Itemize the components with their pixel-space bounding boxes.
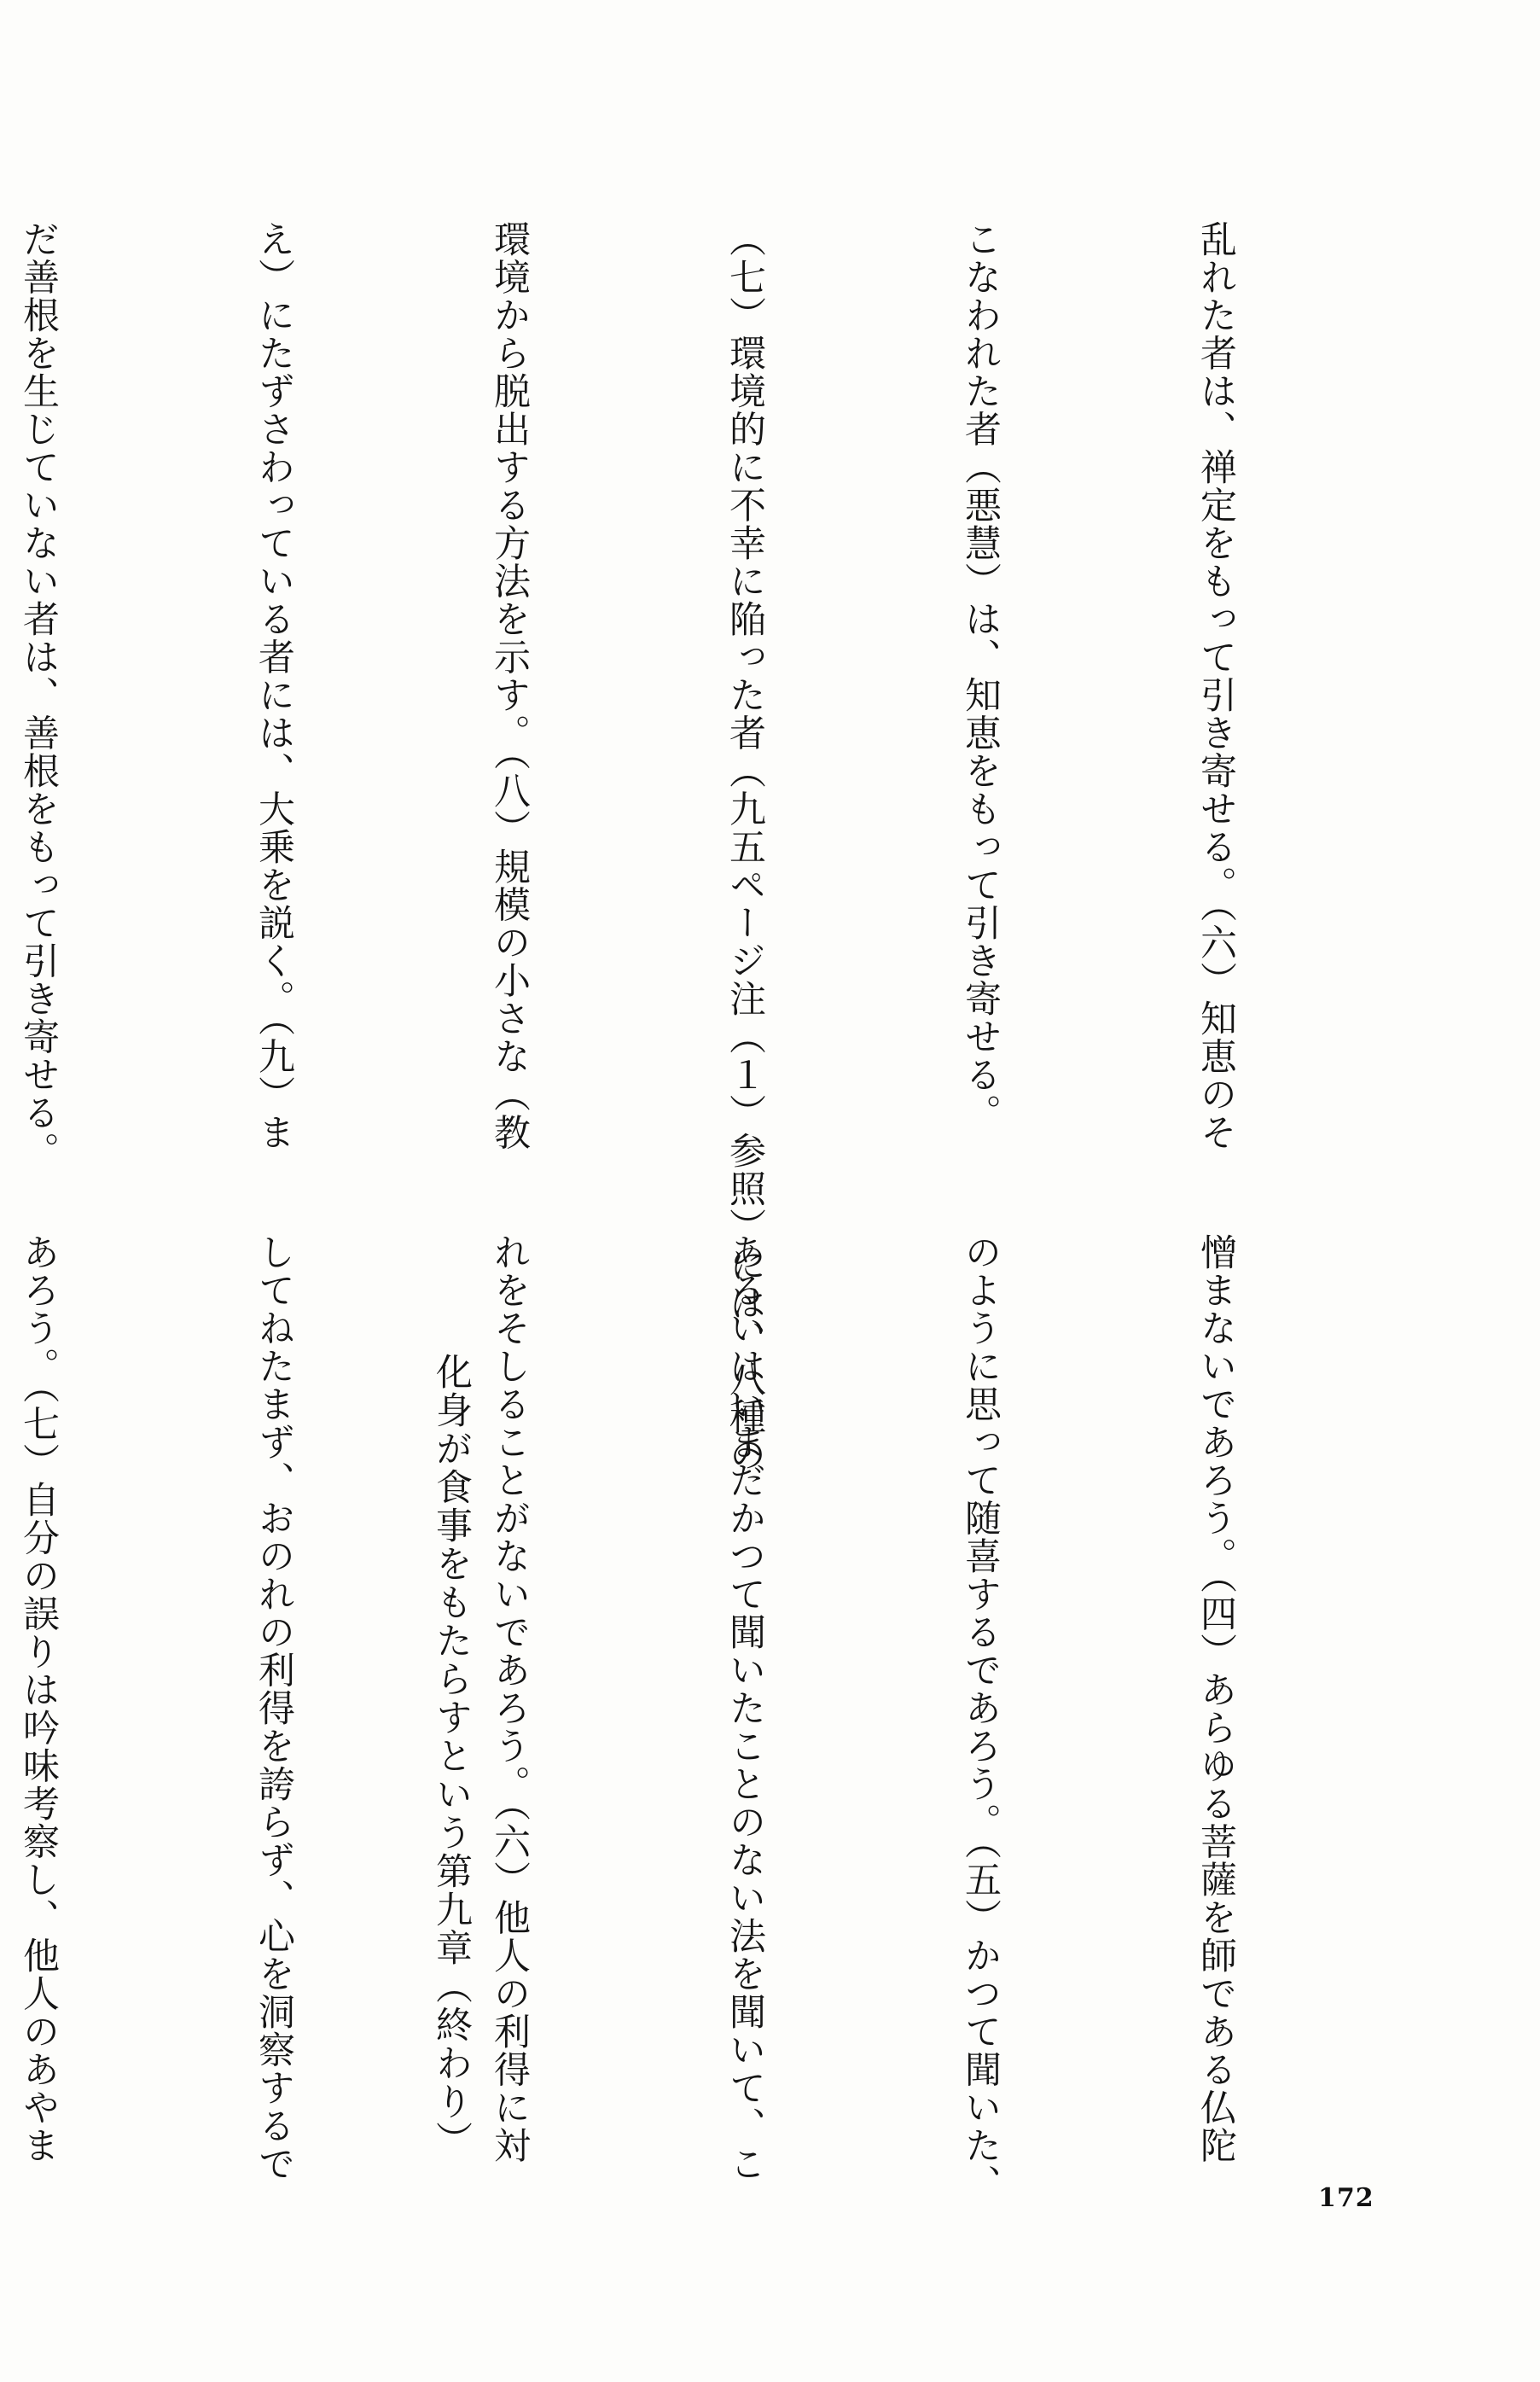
text-column: 乱れた者は、禅定をもって引き寄せる。（六）知恵のそ — [1194, 220, 1237, 1151]
text-column: してねたまず、おのれの利得を誇らず、心を洞察するで — [253, 1233, 295, 2183]
text-column: あろう。（七）自分の誤りは吟味考察し、他人のあやま — [17, 1233, 60, 2164]
text-column: （七）環境的に不幸に陥った者（九五ページ注（１）参照）には、八種の — [724, 220, 766, 1474]
text-column: だ善根を生じていない者は、善根をもって引き寄せる。 — [17, 220, 60, 1170]
text-column: 憎まないであろう。（四）あらゆる菩薩を師である仏陀 — [1194, 1233, 1237, 2164]
text-column: あるいはいまだかつて聞いたことのない法を聞いて、こ — [724, 1233, 766, 2183]
text-column: れをそしることがないであろう。（六）他人の利得に対 — [488, 1233, 531, 2164]
text-column: のように思って随喜するであろう。（五）かつて聞いた、 — [959, 1233, 1002, 2203]
page-number: 172 — [1318, 2183, 1374, 2213]
upper-text-block — [17, 220, 1412, 1474]
text-column: え）にたずさわっている者には、大乗を説く。（九）ま — [253, 220, 295, 1151]
text-column: 環境から脱出する方法を示す。（八）規模の小さな（教 — [488, 220, 531, 1151]
chapter-end-caption: 化身が食事をもたらすという第九章（終わり） — [430, 1353, 473, 2159]
text-column: こなわれた者（悪慧）は、知恵をもって引き寄せる。 — [959, 220, 1002, 1132]
